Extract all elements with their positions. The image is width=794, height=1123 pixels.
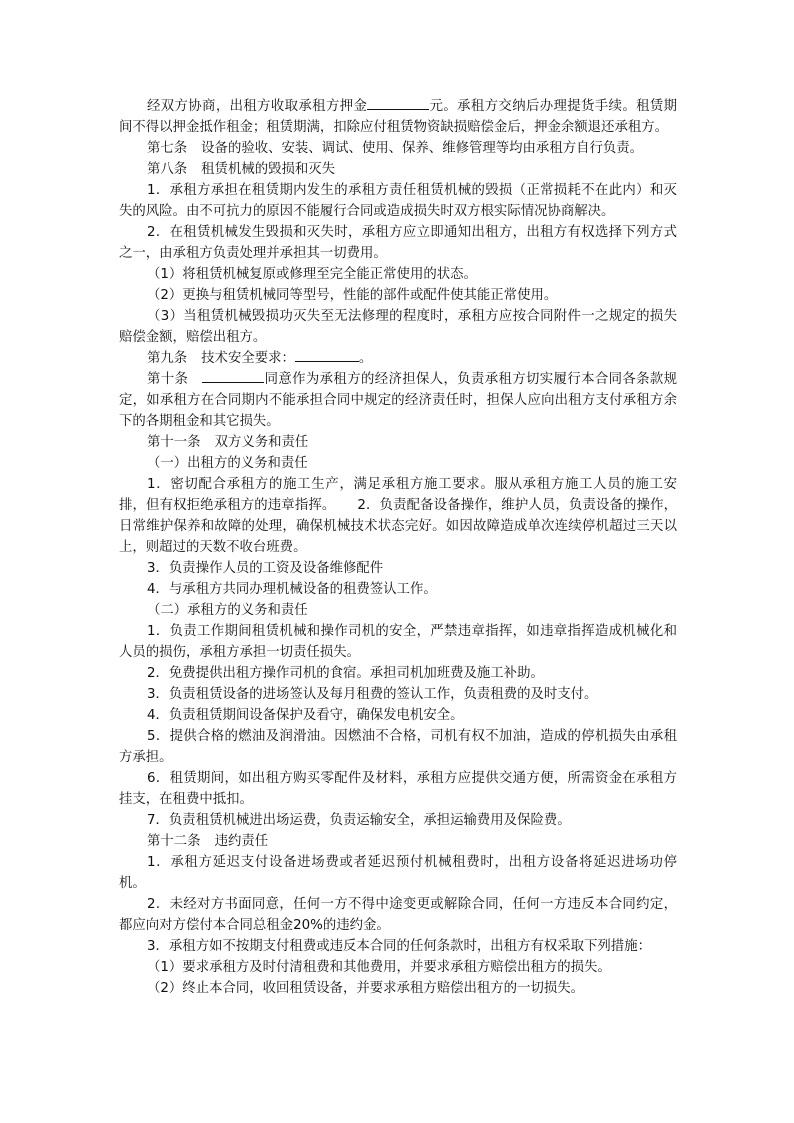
lessor-duty-3: 3．负责操作人员的工资及设备维修配件: [147, 561, 384, 576]
article-8-number: 第八条: [147, 162, 188, 177]
article-12-measure-2: （2）终止本合同，收回租赁设备，并要求承租方赔偿出租方的一切损失。: [147, 981, 585, 996]
article-9-end: 。: [358, 351, 373, 366]
lessee-duty-5: 5．提供合格的燃油及润滑油。因燃油不合格，司机有权不加油，造成的停机损失由承租方承担。: [119, 729, 677, 765]
guarantor-blank: [202, 369, 264, 383]
article-10-number: 第十条: [147, 372, 189, 387]
article-12-item-2: 2．未经对方书面同意，任何一方不得中途变更或解除合同，任何一方违反本合同约定，都应向对方偿付本合同总租金20%的违约金。: [119, 897, 677, 933]
lessee-duty-4: 4．负责租赁期间设备保护及看守，确保发电机安全。: [147, 708, 464, 723]
lessee-duty-1: 1．负责工作期间租赁机械和操作司机的安全，严禁违章指挥，如违章指挥造成机械化和人员的损伤，承租方承担一切责任损失。: [119, 624, 677, 660]
article-8-item-2: 2．在租赁机械发生毁损和灭失时，承租方应立即通知出租方，出租方有权选择下列方式之一，由承租方负责处理并承担其一切费用。: [119, 225, 677, 261]
deposit-paragraph: [119, 96, 677, 138]
article-12-title: 违约责任: [214, 834, 269, 849]
article-12-measure-1: （1）要求承租方及时付清租费和其他费用，并要求承租方赔偿出租方的损失。: [147, 960, 611, 975]
safety-requirement-blank: [295, 348, 359, 362]
lessor-duty-2: 2．负责配备设备操作，维护人员，负责设备的操作，日常维护保养和故障的处理，确保机械技术状态完好。如因故障造成单次连续停机超过三天以上，则超过的天数不收台班费。: [119, 498, 677, 555]
article-7-number: 第七条: [147, 141, 188, 156]
article-9-text: 技术安全要求：: [201, 351, 295, 366]
lessor-section-title: （一）出租方的义务和责任: [147, 456, 308, 471]
article-12-item-3: 3．承租方如不按期支付租费或违反本合同的任何条款时，出租方有权采取下列措施：: [147, 939, 651, 954]
article-10: [119, 369, 677, 432]
article-12-heading: [119, 831, 677, 852]
article-8-option-3: （3）当租赁机械毁损功灭失至无法修理的程度时，承租方应按合同附件一之规定的损失赔偿金额，赔偿出租方。: [119, 309, 677, 345]
deposit-amount-blank: [367, 96, 429, 110]
article-12-item-1: 1．承租方延迟支付设备进场费或者延迟预付机械租费时，出租方设备将延迟进场功停机。: [119, 855, 677, 891]
article-9: [119, 348, 677, 369]
article-8-option-2: （2）更换与租赁机械同等型号，性能的部件或配件使其能正常使用。: [147, 288, 558, 303]
lessor-duty-1-2: [119, 474, 677, 558]
lessee-duty-7: 7．负责租赁机械进出场运费，负责运输安全，承担运输费用及保险费。: [147, 813, 571, 828]
lessee-duty-6: 6．租赁期间，如出租方购买零配件及材料，承租方应提供交通方便，所需资金在承租方挂支，在租费中抵扣。: [119, 771, 677, 807]
article-7: [119, 138, 677, 159]
article-7-text: 设备的验收、安装、调试、使用、保养、维修管理等均由承租方自行负责。: [201, 141, 644, 156]
article-11-number: 第十一条: [147, 435, 201, 450]
article-11-title: 双方义务和责任: [214, 435, 309, 450]
article-10-text: 同意作为承租方的经济担保人，负责承租方切实履行本合同各条款规定，如承租方在合同期内不能承担合同中规定的经济责任时，担保人应向出租方支付承租方余下的各期租金和其它损失。: [119, 372, 678, 429]
lessee-duty-3: 3．负责租赁设备的进场签认及每月租费的签认工作，负责租费的及时支付。: [147, 687, 598, 702]
article-8-item-1: 1．承租方承担在租赁期内发生的承租方责任租赁机械的毁损（正常损耗不在此内）和灭失的风险。由不可抗力的原因不能履行合同或造成损失时双方根实际情况协商解决。: [119, 183, 677, 219]
article-9-number: 第九条: [147, 351, 188, 366]
deposit-text-b: 元。承租方交纳后办理提货手续。租赁期间不得以押金抵作租金；租赁期满，扣除应付租赁物资缺损赔偿金后，押金余额退还承租方。: [119, 99, 677, 135]
lessee-duty-2: 2．免费提供出租方操作司机的食宿。承担司机加班费及施工补助。: [147, 666, 544, 681]
contract-body: [119, 96, 677, 999]
lessor-duty-4: 4．与承租方共同办理机械设备的租费签认工作。: [147, 582, 437, 597]
article-11-heading: [119, 432, 677, 453]
deposit-text-a: 经双方协商，出租方收取承租方押金: [147, 99, 368, 114]
article-8-heading: [119, 159, 677, 180]
article-8-title: 租赁机械的毁损和灭失: [201, 162, 336, 177]
lessee-section-title: （二）承租方的义务和责任: [147, 603, 308, 618]
lessor-duty-1: 1．密切配合承租方的施工生产，满足承租方施工要求。服从承租方施工人员的施工安排，但有权拒绝承租方的违章指挥。: [119, 477, 677, 513]
article-8-option-1: （1）将租赁机械复原或修理至完全能正常使用的状态。: [147, 267, 477, 282]
article-12-number: 第十二条: [147, 834, 201, 849]
